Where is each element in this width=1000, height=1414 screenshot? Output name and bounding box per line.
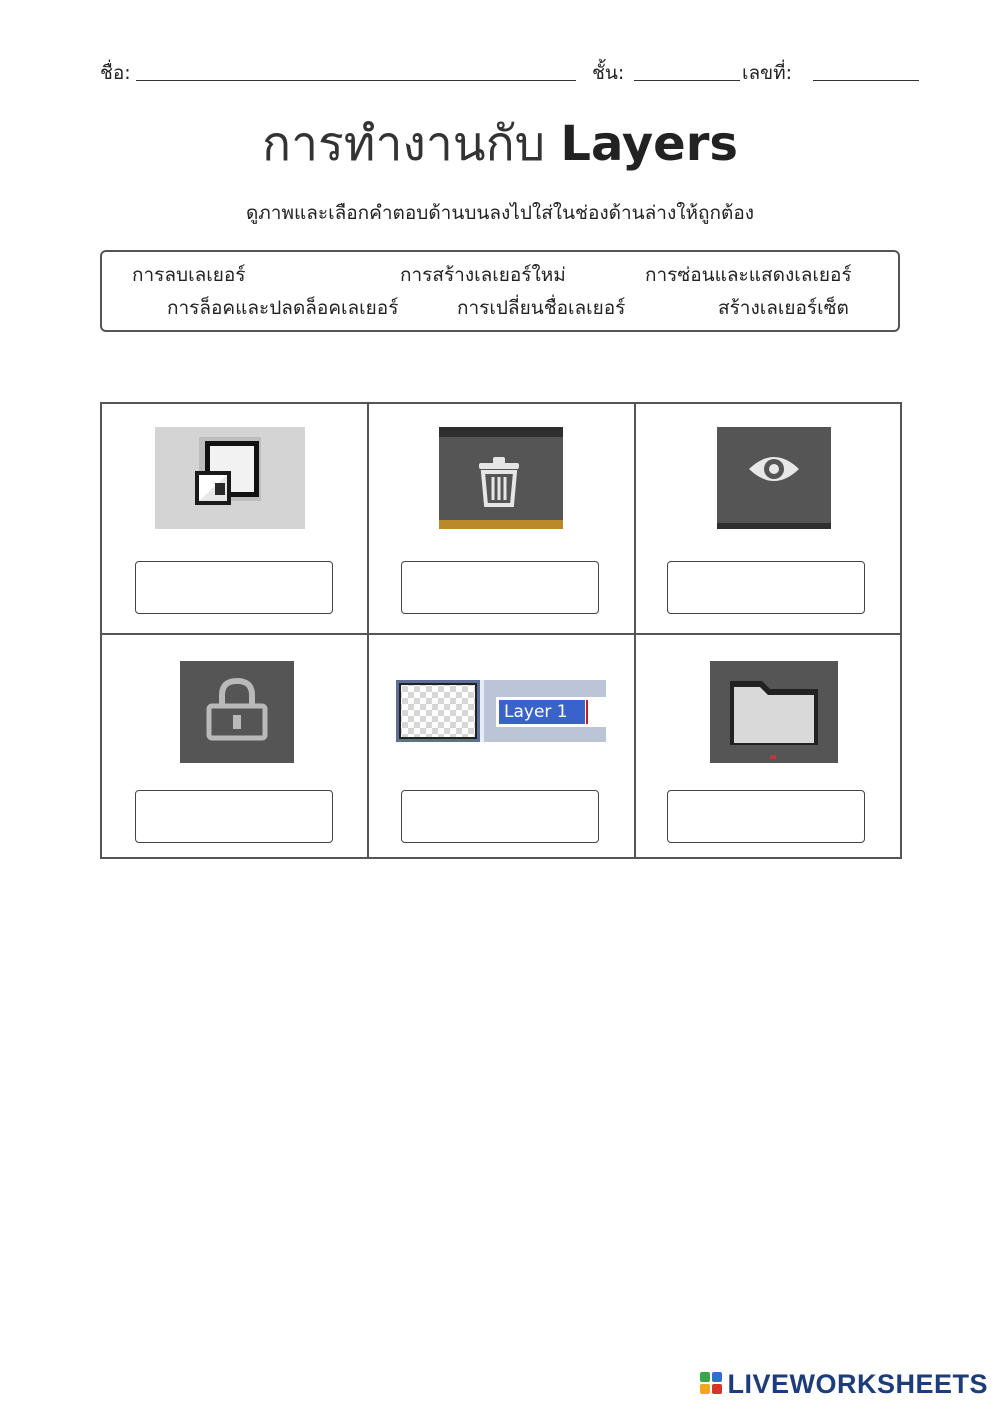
layer-rename-icon <box>396 680 606 742</box>
word-bank <box>100 250 900 332</box>
grid-divider <box>367 404 369 857</box>
lock-icon <box>180 661 294 763</box>
name-label: ชื่อ: <box>100 62 131 84</box>
name-line <box>136 80 576 81</box>
brand-text: LIVEWORKSHEETS <box>727 1369 988 1399</box>
student-info-row <box>100 58 920 88</box>
word-bank-item[interactable]: สร้างเลเยอร์เซ็ต <box>718 297 849 319</box>
liveworksheets-logo <box>700 1369 988 1400</box>
answer-box-1[interactable] <box>135 561 333 614</box>
trash-icon <box>439 427 563 529</box>
word-bank-item[interactable]: การลบเลเยอร์ <box>132 264 246 286</box>
instruction-text: ดูภาพและเลือกคำตอบด้านบนลงไปใส่ในช่องด้านล่างให้ถูกต้อง <box>245 202 755 224</box>
number-line <box>813 80 919 81</box>
answer-box-3[interactable] <box>667 561 865 614</box>
answer-box-4[interactable] <box>135 790 333 843</box>
grid-divider <box>102 633 900 635</box>
word-bank-item[interactable]: การเปลี่ยนชื่อเลเยอร์ <box>457 297 626 319</box>
class-label: ชั้น: <box>592 62 625 84</box>
number-label: เลขที่: <box>742 62 793 84</box>
page-title <box>0 106 1000 182</box>
eye-icon <box>717 427 831 529</box>
answer-box-5[interactable] <box>401 790 599 843</box>
title-english: Layers <box>560 116 738 172</box>
new-layer-icon <box>155 427 305 529</box>
grid-divider <box>634 404 636 857</box>
word-bank-item[interactable]: การล็อคและปลดล็อคเลเยอร์ <box>167 297 399 319</box>
word-bank-item[interactable]: การสร้างเลเยอร์ใหม่ <box>400 264 566 286</box>
folder-icon <box>710 661 838 763</box>
word-bank-item[interactable]: การซ่อนและแสดงเลเยอร์ <box>645 264 852 286</box>
liveworksheets-logo-icon <box>700 1372 724 1396</box>
answer-box-6[interactable] <box>667 790 865 843</box>
answer-box-2[interactable] <box>401 561 599 614</box>
title-thai: การทำงานกับ <box>262 116 546 172</box>
layer-name-label: Layer 1 <box>504 702 568 722</box>
answer-grid <box>100 402 902 859</box>
class-line <box>634 80 740 81</box>
